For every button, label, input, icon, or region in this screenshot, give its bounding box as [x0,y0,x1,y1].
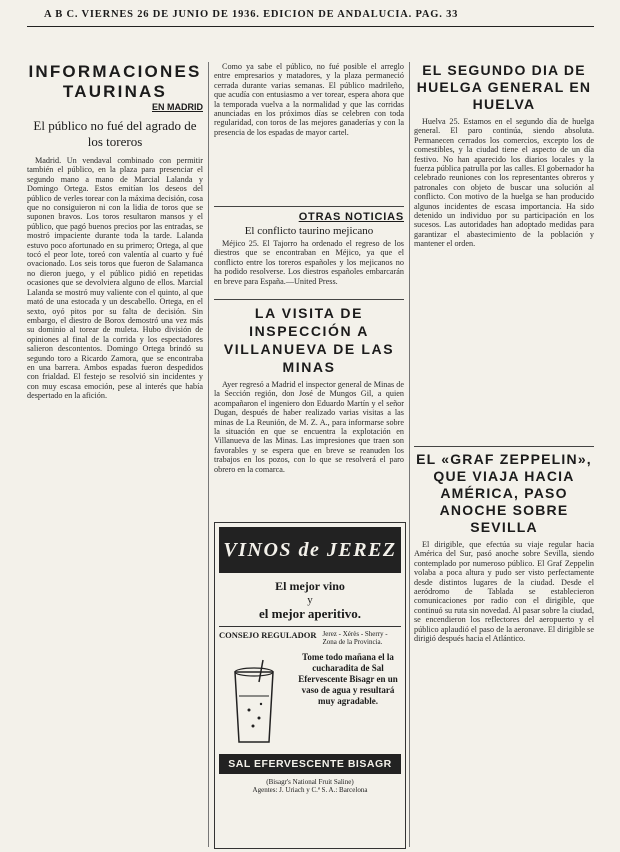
headline: LA VISITA DE INSPECCIÓN A VILLANUEVA DE LAS MINAS [223,305,395,375]
headline: EL «GRAF ZEPPELIN», QUE VIAJA HACIA AMÉRICA, PASO ANOCHE SOBRE SEVILLA [416,451,592,535]
divider [214,206,404,207]
ad-line: el mejor aperitivo. [259,606,361,621]
byline: EN MADRID [152,102,203,112]
ad-council-note: Jerez - Xérès - Sherry - Zona de la Provincia. [322,630,388,646]
ad-footnote: (Bisagr's National Fruit Saline) [266,778,354,786]
ad-line: El mejor vino [275,579,345,593]
ad-agents: Agentes: J. Uriach y C.ª S. A.: Barcelona [252,786,368,794]
news-body: Méjico 25. El Tajorro ha ordenado el regreso de los diestros que se encontraban en Méjico, ya que el conflicto entre los toreros españoles y los mejicanos no ha podido resolverse. Los diestros españoles embarcarán en breve para España.—United Press. [214,239,404,286]
ad-copy: Tome todo mañana el la cucharadita de Sal Efervescente Bisagr en un vaso de agua y resultará muy agradable. [298,652,398,706]
advertisement [214,522,406,849]
article-body: Como ya sabe el público, no fué posible el arreglo entre empresarios y matadores, y la plaza permaneció cerrada durante varias semanas. El público madrileño, que acudía con entusiasmo a ver torear, espera ahora que la temporada vuelva a la normalidad y que las corridas anunciadas en los próximos días se celebren con toda regularidad, con toros de las mejores ganaderías y con la presencia de los espadas de mayor cartel. [214,62,404,137]
header-rule [27,26,594,27]
section-title: INFORMACIONES TAURINAS [28,62,202,101]
divider [214,299,404,300]
column-1 [27,62,203,852]
section-title: OTRAS NOTICIAS [298,211,404,223]
column-rule-2 [409,62,410,847]
column-rule-1 [208,62,209,847]
divider [414,446,594,447]
column-3 [414,62,594,852]
article-body: Madrid. Un vendaval combinado con permitir también el público, en la plaza para presenciar el segundo mano a mano de Marcial Lalanda y Domingo Ortega. Estos emitían los deseos del público de verles torear con la máxima decisión, cosa que no consiguieron ni con la lidia de toros que se suponen bravos. Los toros resultaron mansos y el público, que pagó buenos precios por las entradas, se mostró impaciente durante toda la tarde. Lalanda estuvo poco afortunado en su primero; Ortega, al que tocó el peor lote, toreó con valentía al cuarto y fué ovacionado. Los seis toros que fueron de Salamanca no dieron juego, y el público pidió en repetidas ocasiones que se devolviera alguno de ellos. Marcial Lalanda se mostró muy valiente con el quinto, al que mató de una estocada y un descabello. Ortega, en el sexto, oyó pitos por su falta de decisión. Sin embargo, el diestro de Borox demostró una vez más su dominio al torear de muleta. Hubo división de opiniones al final de la corrida y los espectadores salieron descontentos. Domingo Ortega brindó su segundo toro a Ricardo Zamora, que se encontraba en una barrera. Ambos espadas fueron despedidos con frialdad. El festejo se resolvió sin incidentes y con muy escasa emoción, pese al interés que había despertado en la afición. [27,156,203,401]
news-headline: El conflicto taurino mejicano [244,225,374,237]
ad-line: y [307,594,313,606]
headline: El público no fué del agrado de los toreros [33,118,197,149]
article-body: Ayer regresó a Madrid el inspector general de Minas de la Sección región, don José de Mungos Gil, a quien acompañaron el ingeniero don Eduardo Martín y el señor Dugan, después de haber realizado varias visitas a las minas de La Reunión, de M. Z. A., para informarse sobre la situación en que se encuentra la explotación en Villanueva de las Minas. Las impresiones que traen son favorables y se espera que en breve se reanuden los trabajos en los pozos, con lo que se resolverá el paro obrero en la comarca. [214,380,404,474]
article-body: Huelva 25. Estamos en el segundo día de huelga general. El paro continúa, siendo absoluta. Permanecen cerrados los comercios, excepto los de comestibles, y la ciudad tiene el aspecto de un día festivo. No han aparecido los diarios locales y la fuerza pública patrulla por las calles. El gobernador ha celebrado reuniones con los representantes obreros y patronales con objeto de buscar una solución al conflicto. Con motivo de la huelga se han producido algunos incidentes de escasa importancia. Ha sido detenido un individuo por su participación en los sucesos. Las autoridades han adoptado medidas para garantizar el abastecimiento de la población y mantener el orden. [414,117,594,249]
glass-illustration [219,652,289,750]
running-head: A B C. VIERNES 26 DE JUNIO DE 1936. EDICION DE ANDALUCIA. PAG. 33 [44,9,459,20]
article-body: El dirigible, que efectúa su viaje regular hacia América del Sur, pasó anoche sobre Sevilla, siendo contemplado por numeroso público. El Graf Zeppelin volaba a poca altura y pudo ser visto perfectamente desde distintos lugares de la ciudad. Desde el aeródromo de Tablada se establecieron comunicaciones por radio con el dirigible, que continuó su ruta sin novedad. Al pasar sobre la ciudad, se encendieron los reflectores del aeropuerto y el público aplaudió el paso de la aeronave. El dirigible se dirigió después hacia el Atlántico. [414,540,594,644]
ad-council: CONSEJO REGULADOR [219,630,317,640]
ad-product: SAL EFERVESCENTE BISAGR [219,754,401,774]
headline: EL SEGUNDO DIA DE HUELGA GENERAL EN HUELVA [416,62,592,112]
ad-banner: VINOS de JEREZ [219,527,401,573]
